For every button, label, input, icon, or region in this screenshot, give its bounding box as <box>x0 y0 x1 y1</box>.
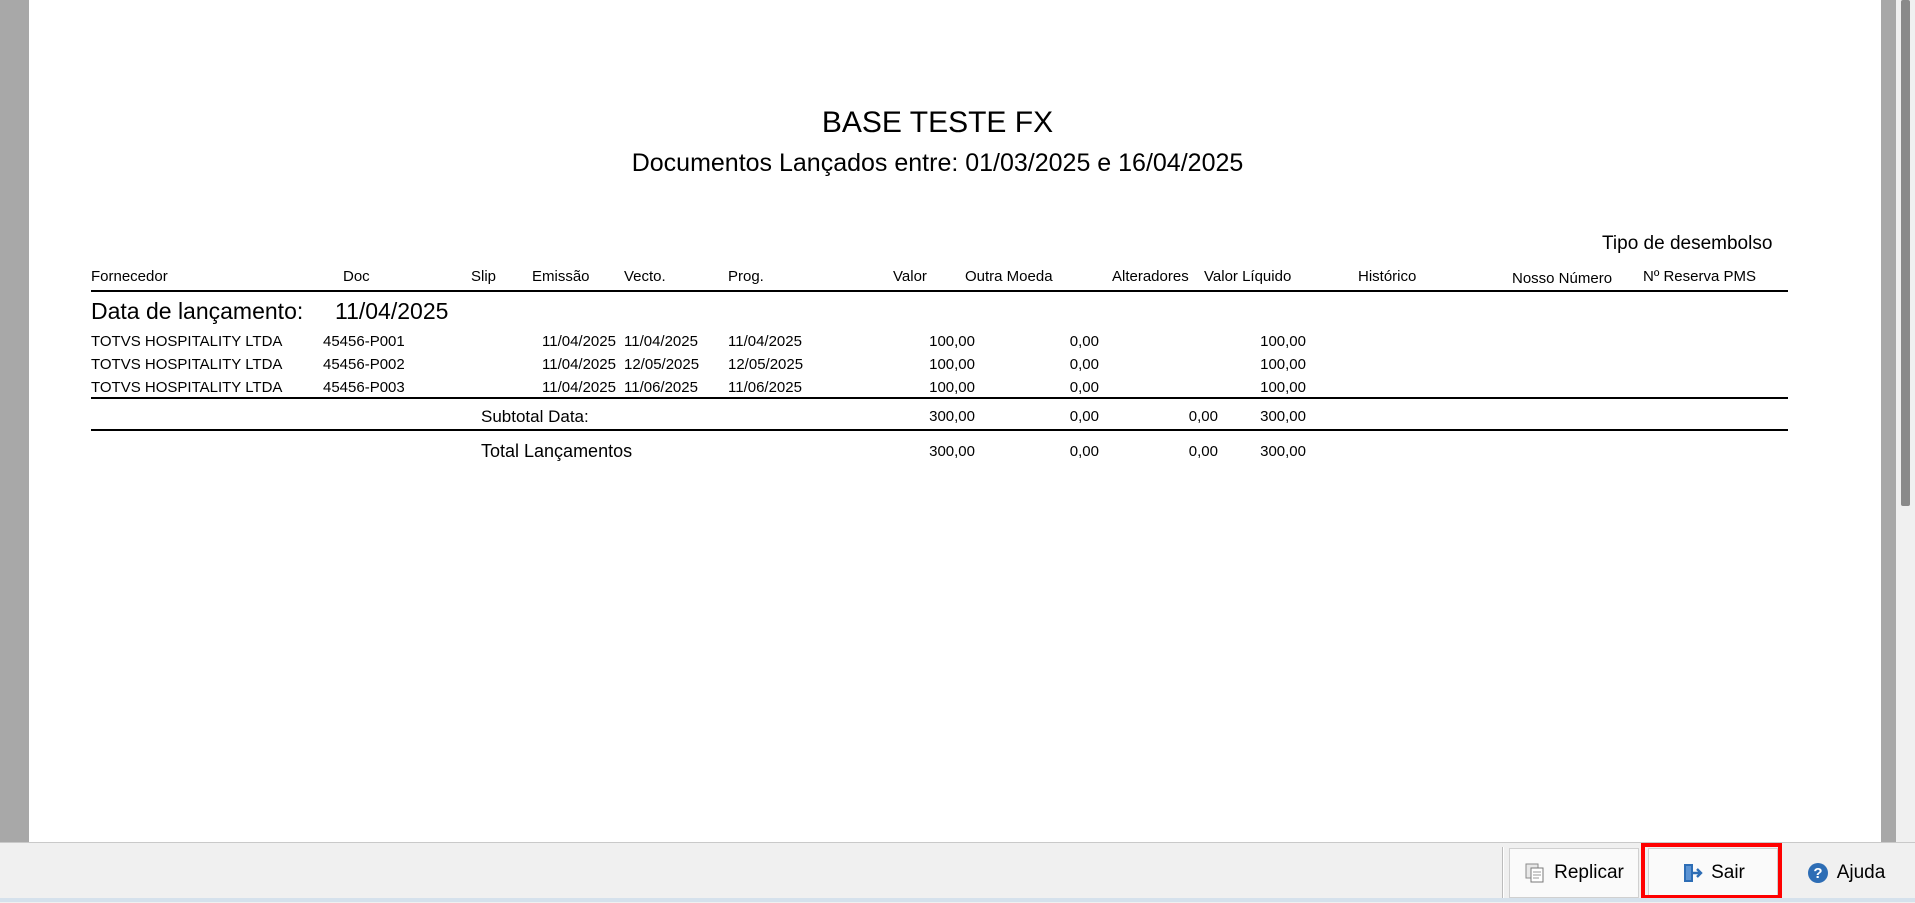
svg-text:?: ? <box>1813 865 1823 882</box>
total-outra-moeda: 0,00 <box>1069 443 1099 460</box>
table-row <box>29 356 1846 379</box>
replicar-label: Replicar <box>1554 862 1624 883</box>
table-row <box>29 333 1846 356</box>
report-subtitle: Documentos Lançados entre: 01/03/2025 e 16/04/2025 <box>631 149 1244 177</box>
cell-emissao: 11/04/2025 <box>542 333 616 350</box>
cell-valor: 100,00 <box>929 356 975 373</box>
cell-valor-liquido: 100,00 <box>1260 333 1306 350</box>
cell-valor: 100,00 <box>929 333 975 350</box>
cell-vecto: 11/04/2025 <box>624 333 698 350</box>
cell-valor-liquido: 100,00 <box>1260 379 1306 396</box>
header-valor: Valor <box>893 268 927 285</box>
cell-emissao: 11/04/2025 <box>542 379 616 396</box>
ajuda-label: Ajuda <box>1836 862 1886 883</box>
footer-toolbar <box>0 842 1915 903</box>
total-row <box>29 441 1846 464</box>
header-nosso-numero: Nosso Número <box>1512 270 1613 287</box>
header-doc: Doc <box>343 268 370 285</box>
header-vecto: Vecto. <box>624 268 666 285</box>
tipo-desembolso-label: Tipo de desembolso <box>1602 233 1773 254</box>
subtotal-label: Subtotal Data: <box>481 407 589 426</box>
subtotal-valor: 300,00 <box>929 408 975 425</box>
cell-outra-moeda: 0,00 <box>1069 379 1099 396</box>
header-outra-moeda: Outra Moeda <box>965 268 1053 285</box>
toolbar-separator <box>1502 847 1504 899</box>
cell-prog: 11/04/2025 <box>728 333 802 350</box>
header-emissao: Emissão <box>532 268 590 285</box>
header-prog: Prog. <box>728 268 764 285</box>
cell-emissao: 11/04/2025 <box>542 356 616 373</box>
group-label: Data de lançamento: <box>91 298 304 324</box>
header-reserva-pms: Nº Reserva PMS <box>1643 268 1757 285</box>
total-alteradores: 0,00 <box>1188 443 1218 460</box>
subtotal-divider <box>91 397 1788 399</box>
header-valor-liquido: Valor Líquido <box>1204 268 1292 285</box>
report-page <box>29 0 1881 842</box>
vertical-scrollbar[interactable] <box>1896 0 1915 842</box>
subtotal-valor-liquido: 300,00 <box>1260 408 1306 425</box>
group-date: 11/04/2025 <box>335 298 449 324</box>
window-bottom-edge <box>0 898 1915 902</box>
cell-outra-moeda: 0,00 <box>1069 333 1099 350</box>
total-divider <box>91 429 1788 431</box>
replicar-button[interactable] <box>1509 848 1639 898</box>
total-valor-liquido: 300,00 <box>1260 443 1306 460</box>
subtotal-outra-moeda: 0,00 <box>1069 408 1099 425</box>
total-label: Total Lançamentos <box>481 441 633 461</box>
header-divider <box>91 290 1788 292</box>
header-slip: Slip <box>471 268 497 285</box>
cell-fornecedor: TOTVS HOSPITALITY LTDA <box>91 333 283 350</box>
cell-valor: 100,00 <box>929 379 975 396</box>
cell-fornecedor: TOTVS HOSPITALITY LTDA <box>91 379 283 396</box>
header-fornecedor: Fornecedor <box>91 268 168 285</box>
help-icon <box>1807 862 1829 884</box>
scrollbar-thumb[interactable] <box>1901 0 1910 506</box>
header-historico: Histórico <box>1358 268 1417 285</box>
cell-fornecedor: TOTVS HOSPITALITY LTDA <box>91 356 283 373</box>
sair-highlight-box <box>1641 843 1782 899</box>
cell-prog: 11/06/2025 <box>728 379 802 396</box>
cell-vecto: 11/06/2025 <box>624 379 698 396</box>
subtotal-row <box>29 407 1846 430</box>
sair-label: Sair <box>1711 862 1745 883</box>
ajuda-button[interactable] <box>1787 848 1905 898</box>
header-alteradores: Alteradores <box>1112 268 1189 285</box>
cell-doc: 45456-P003 <box>323 379 405 396</box>
subtotal-alteradores: 0,00 <box>1188 408 1218 425</box>
cell-vecto: 12/05/2025 <box>624 356 700 373</box>
cell-outra-moeda: 0,00 <box>1069 356 1099 373</box>
cell-doc: 45456-P002 <box>323 356 405 373</box>
report-title: BASE TESTE FX <box>821 106 1054 139</box>
total-valor: 300,00 <box>929 443 975 460</box>
copy-icon <box>1524 862 1546 884</box>
cell-prog: 12/05/2025 <box>728 356 804 373</box>
cell-doc: 45456-P001 <box>323 333 405 350</box>
cell-valor-liquido: 100,00 <box>1260 356 1306 373</box>
